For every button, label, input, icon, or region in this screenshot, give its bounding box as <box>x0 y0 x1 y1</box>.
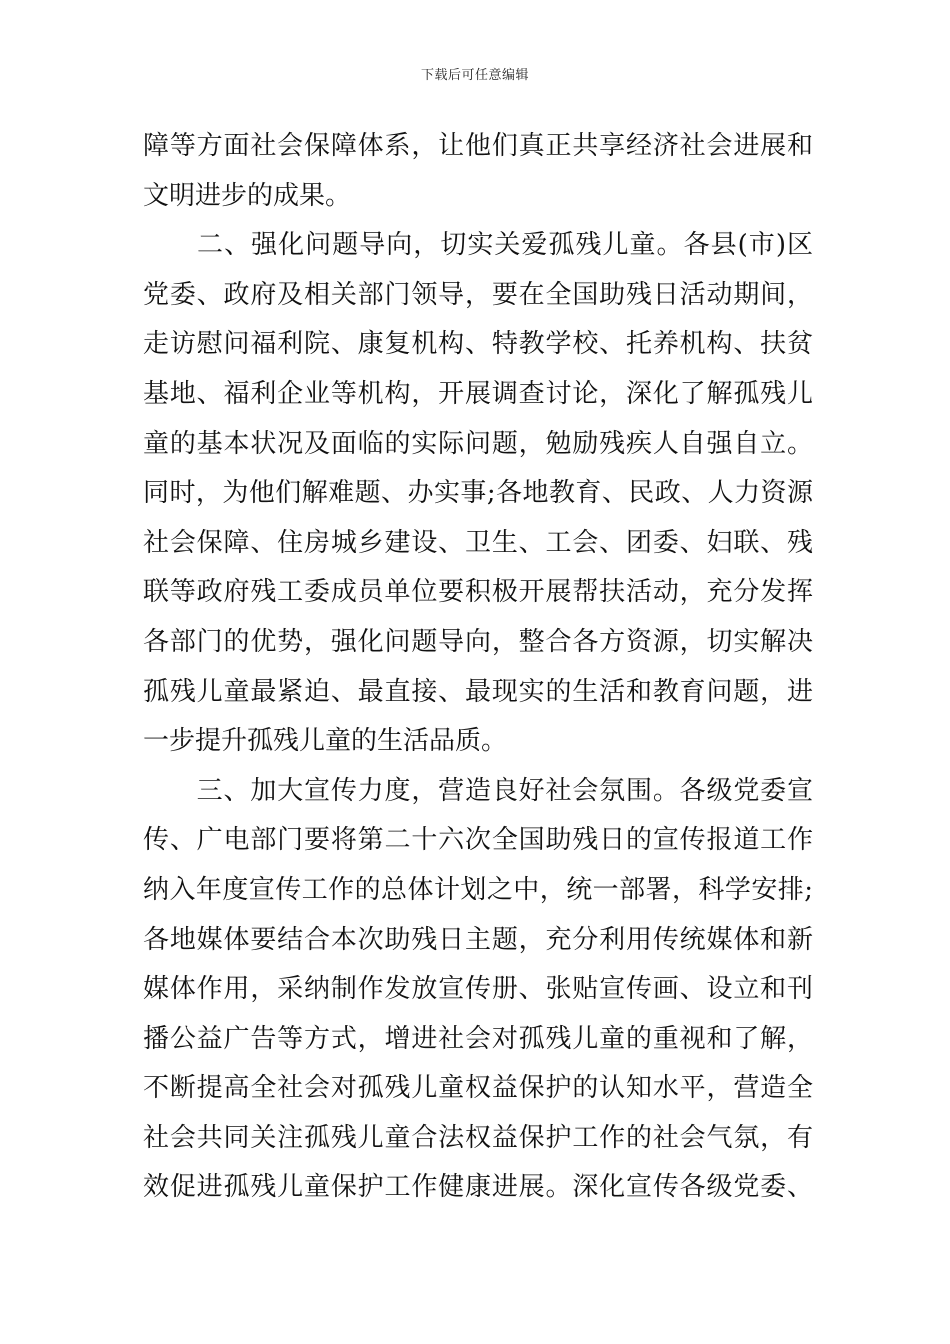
text-line: 社会保障、住房城乡建设、卫生、工会、团委、妇联、残 <box>143 527 813 558</box>
text-line: 童的基本状况及面临的实际问题，勉励残疾人自强自立。 <box>143 428 813 459</box>
text-line: 媒体作用，采纳制作发放宣传册、张贴宣传画、设立和刊 <box>143 974 813 1005</box>
text-line: 各部门的优势，强化问题导向，整合各方资源，切实解决 <box>143 626 813 657</box>
text-line: 联等政府残工委成员单位要积极开展帮扶活动，充分发挥 <box>143 577 813 608</box>
text-line: 文明进步的成果。 <box>143 180 352 211</box>
page-header: 下载后可任意编辑 <box>420 68 529 83</box>
text-line: 纳入年度宣传工作的总体计划之中，统一部署，科学安排; <box>143 874 813 905</box>
text-line: 效促进孤残儿童保护工作健康进展。深化宣传各级党委、 <box>143 1172 813 1203</box>
text-line: 播公益广告等方式，增进社会对孤残儿童的重视和了解， <box>143 1023 813 1054</box>
text-line: 二、强化问题导向，切实关爱孤残儿童。各县(市)区 <box>143 230 813 261</box>
text-line: 传、广电部门要将第二十六次全国助残日的宣传报道工作 <box>143 825 813 856</box>
text-line: 不断提高全社会对孤残儿童权益保护的认知水平，营造全 <box>143 1073 813 1104</box>
text-line: 孤残儿童最紧迫、最直接、最现实的生活和教育问题，进 <box>143 676 813 707</box>
text-line: 社会共同关注孤残儿童合法权益保护工作的社会气氛，有 <box>143 1122 813 1153</box>
text-line: 障等方面社会保障体系，让他们真正共享经济社会进展和 <box>143 131 813 161</box>
text-line: 党委、政府及相关部门领导，要在全国助残日活动期间， <box>143 279 813 310</box>
document-body <box>143 122 813 1213</box>
text-line: 走访慰问福利院、康复机构、特教学校、托养机构、扶贫 <box>143 329 813 360</box>
text-line: 三、加大宣传力度，营造良好社会氛围。各级党委宣 <box>143 775 813 806</box>
text-line: 同时，为他们解难题、办实事;各地教育、民政、人力资源 <box>143 478 813 509</box>
text-line: 各地媒体要结合本次助残日主题，充分利用传统媒体和新 <box>143 924 813 955</box>
text-line: 基地、福利企业等机构，开展调查讨论，深化了解孤残儿 <box>143 378 813 409</box>
text-line: 一步提升孤残儿童的生活品质。 <box>143 726 508 757</box>
